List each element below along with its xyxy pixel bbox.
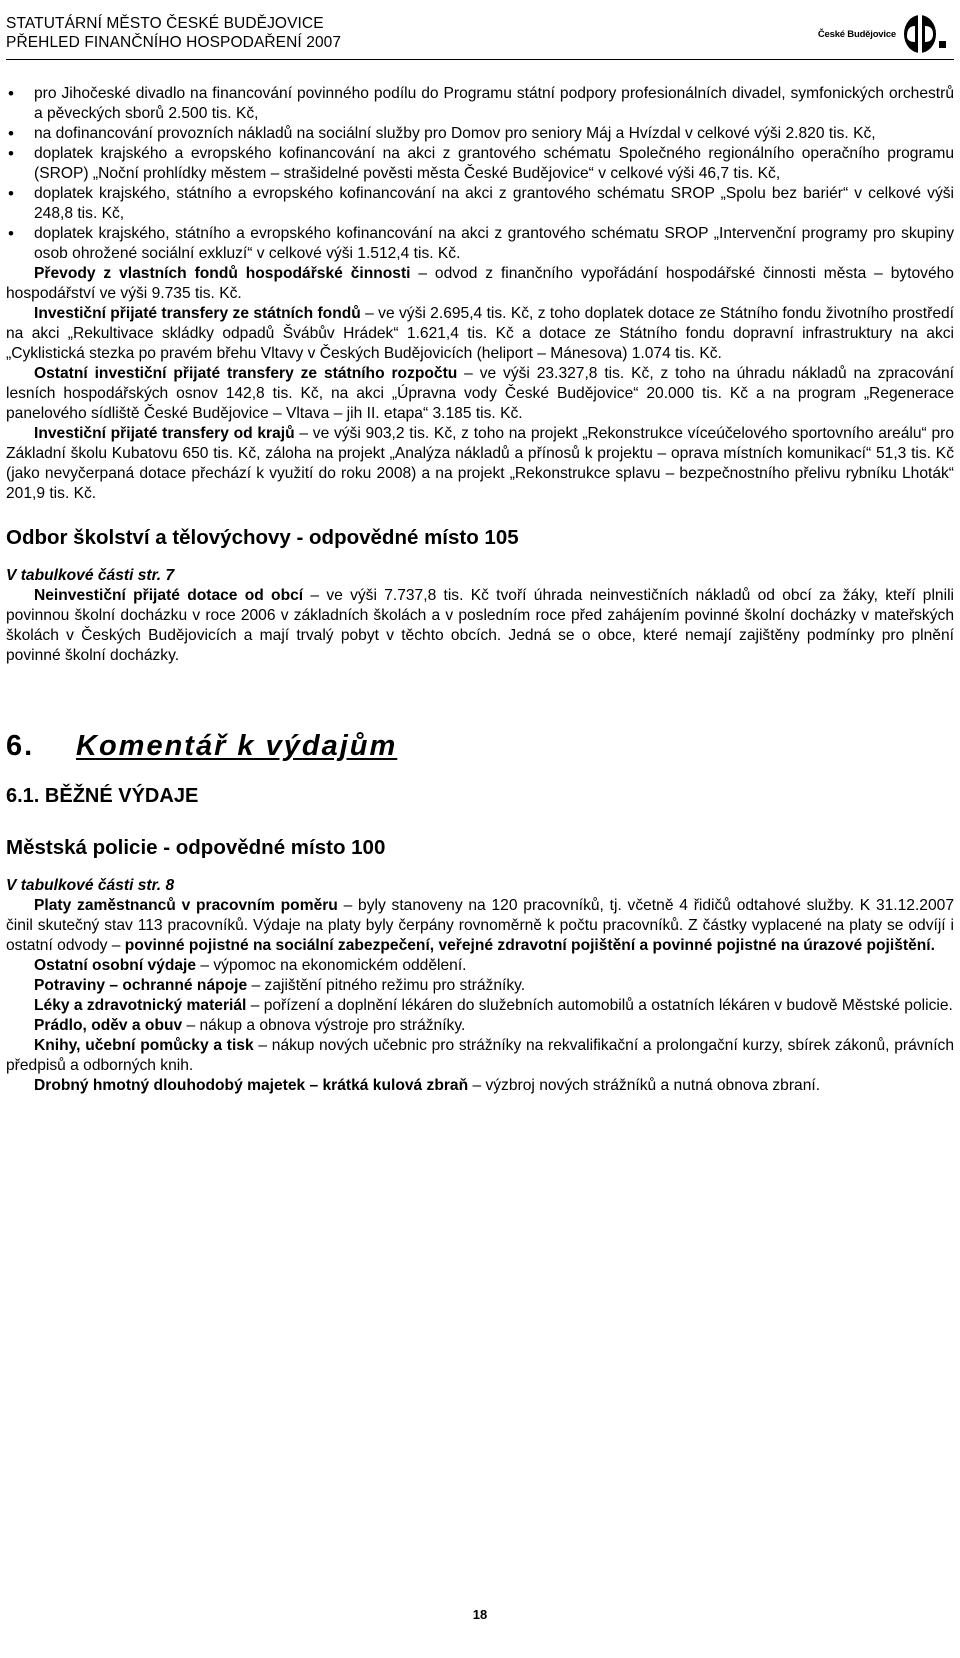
para-term: Léky a zdravotnický materiál xyxy=(34,997,247,1014)
subchapter-heading: 6.1. BĚŽNÉ VÝDAJE xyxy=(6,785,199,807)
city-logo xyxy=(818,14,948,54)
table-reference: V tabulkové části str. 8 xyxy=(6,877,175,894)
header-rule xyxy=(6,59,954,60)
chapter-number: 6. xyxy=(6,730,35,762)
paragraph-school-grants xyxy=(6,586,954,666)
para-term: Investiční přijaté transfery od krajů xyxy=(34,425,295,442)
para-text: – ve výši 7.737,8 tis. Kč tvoří úhrada neinvestičních nákladů od obcí za žáky, kteří plnili povinnou školní docházku v roce 2006 v základních školách a v posledním roce před zahájením povinné školní docházky v mateřských školách v Českých Budějovicích a mají trvalý pobyt v těchto obcích. Jedná se o obce, které nemají zajištěny podmínky pro plnění povinné školní docházky. xyxy=(6,587,954,664)
document-body xyxy=(6,84,954,1096)
para-text: – ve výši 903,2 tis. Kč, z toho na projekt „Rekonstrukce víceúčelového sportovního areálu“ pro Základní školu Kubatovu 650 tis. Kč, záloha na projekt „Analýza nákladů a přínosů k projektu – oprava místních komunikací“ 51,3 tis. Kč (jako nevyčerpaná dotace přechází k využití do roku 2008) a na projekt „Rekonstrukce splavu – bezpečnostního přelivu rybníku Lhoták“ 201,9 tis. Kč. xyxy=(6,425,955,502)
para-text: – pořízení a doplnění lékáren do služebních automobilů a ostatních lékáren v budově Městské policie. xyxy=(246,997,953,1014)
list-item: • na dofinancování provozních nákladů na sociální služby pro Domov pro seniory Máj a Hvízdal v celkové výši 2.820 tis. Kč, xyxy=(6,124,954,144)
paragraph-regions xyxy=(6,424,954,504)
para-term: Potraviny – ochranné nápoje xyxy=(34,977,248,994)
paragraph-salaries xyxy=(6,896,954,956)
para-term: Převody z vlastních fondů hospodářské činnosti xyxy=(34,265,411,282)
list-item: • pro Jihočeské divadlo na financování povinného podílu do Programu státní podpory profesionálních divadel, symfonických orchestrů a pěveckých sborů 2.500 tis. Kč, xyxy=(6,84,954,124)
para-text: – výzbroj nových strážníků a nutná obnova zbraní. xyxy=(468,1077,821,1094)
para-term: Platy zaměstnanců v pracovním poměru xyxy=(34,897,338,914)
list-item: • doplatek krajského, státního a evropského kofinancování na akci z grantového schématu SROP „Spolu bez bariér“ v celkové výši 248,8 tis. Kč, xyxy=(6,184,954,224)
para-text: – ve výši 23.327,8 tis. Kč, z toho na úhradu nákladů na zpracování lesních hospodářských osnov 142,8 tis. Kč, na akci „Úpravna vody České Budějovice“ 20.000 tis. Kč a na program „Regenerace panelového sídliště České Budějovice – Vltava – jih II. etapa“ 3.185 tis. Kč. xyxy=(6,365,954,422)
paragraph-state-budget xyxy=(6,364,954,424)
paragraph-item xyxy=(6,956,954,976)
chapter-heading xyxy=(6,728,954,764)
paragraph-item xyxy=(6,1076,954,1096)
para-text: – odvod z finančního vypořádání hospodářské činnosti města – bytového hospodářství ve výši 9.735 tis. Kč. xyxy=(6,265,954,302)
header-report-title: PŘEHLED FINANČNÍHO HOSPODAŘENÍ 2007 xyxy=(6,34,342,51)
para-term: Prádlo, oděv a obuv xyxy=(34,1017,183,1034)
page-header xyxy=(6,14,954,62)
paragraph-item xyxy=(6,1016,954,1036)
para-text: – byly stanoveny na 120 pracovníků, tj. včetně 4 řidičů odtahové služby. K 31.12.2007 činil skutečný stav 113 pracovníků. Výdaje na platy byly čerpány rovnoměrně k počtu pracovníků. Z částky vyplacené na platy se odvíjí i ostatní odvody – xyxy=(6,897,954,954)
para-term: Investiční přijaté transfery ze státních fondů xyxy=(34,305,361,322)
paragraph-item xyxy=(6,976,954,996)
para-text: – zajištění pitného režimu pro strážníky. xyxy=(247,977,526,994)
list-item: • doplatek krajského a evropského kofinancování na akci z grantového schématu Společného regionálního operačního programu (SROP) „Noční prohlídky městem – strašidelné pověsti města České Budějovice“ v celkové výši 46,7 tis. Kč, xyxy=(6,144,954,184)
para-text: – nákup nových učebnic pro strážníky na rekvalifikační a prolongační kurzy, sbírek zákonů, právních předpisů a odborných knih. xyxy=(6,1037,955,1074)
para-term: Neinvestiční přijaté dotace od obcí xyxy=(34,587,304,604)
logo-city-name: České Budějovice xyxy=(817,28,896,40)
para-term: Drobný hmotný dlouhodobý majetek – krátká kulová zbraň xyxy=(34,1077,469,1094)
section-heading-school: Odbor školství a tělovýchovy - odpovědné místo 105 xyxy=(6,526,519,549)
paragraph-transfers-funds xyxy=(6,264,954,304)
paragraph-item xyxy=(6,996,954,1016)
list-item: • doplatek krajského, státního a evropského kofinancování na akci z grantového schématu SROP „Intervenční programy pro skupiny osob ohrožené sociální exkluzí“ v celkové výši 1.512,4 tis. Kč. xyxy=(6,224,954,264)
section-heading-police: Městská policie - odpovědné místo 100 xyxy=(6,836,386,859)
para-term: Ostatní osobní výdaje xyxy=(34,957,197,974)
para-term: Ostatní investiční přijaté transfery ze státního rozpočtu xyxy=(34,365,458,382)
para-term: povinné pojistné na sociální zabezpečení, veřejné zdravotní pojištění a povinné pojistné na úrazové pojištění. xyxy=(124,937,935,954)
para-term: Knihy, učební pomůcky a tisk xyxy=(34,1037,254,1054)
header-city-title: STATUTÁRNÍ MĚSTO ČESKÉ BUDĚJOVICE xyxy=(6,15,324,32)
para-text: – výpomoc na ekonomickém oddělení. xyxy=(196,957,467,974)
paragraph-item xyxy=(6,1036,954,1076)
para-text: – ve výši 2.695,4 tis. Kč, z toho doplatek dotace ze Státního fondu životního prostředí na akci „Rekultivace skládky odpadů Švábův Hrádek“ 1.621,4 tis. Kč a dotace ze Státního fondu dopravní infrastruktury na akci „Cyklistická stezka po pravém břehu Vltavy v Českých Budějovicích (heliport – Mánesova) 1.074 tis. Kč. xyxy=(6,305,954,362)
paragraph-state-funds xyxy=(6,304,954,364)
para-text: – nákup a obnova výstroje pro strážníky. xyxy=(182,1017,466,1034)
chapter-title: Komentář k výdajům xyxy=(76,730,398,762)
city-logo-icon xyxy=(900,14,948,54)
page-number: 18 xyxy=(472,1607,488,1622)
table-reference: V tabulkové části str. 7 xyxy=(6,567,175,584)
